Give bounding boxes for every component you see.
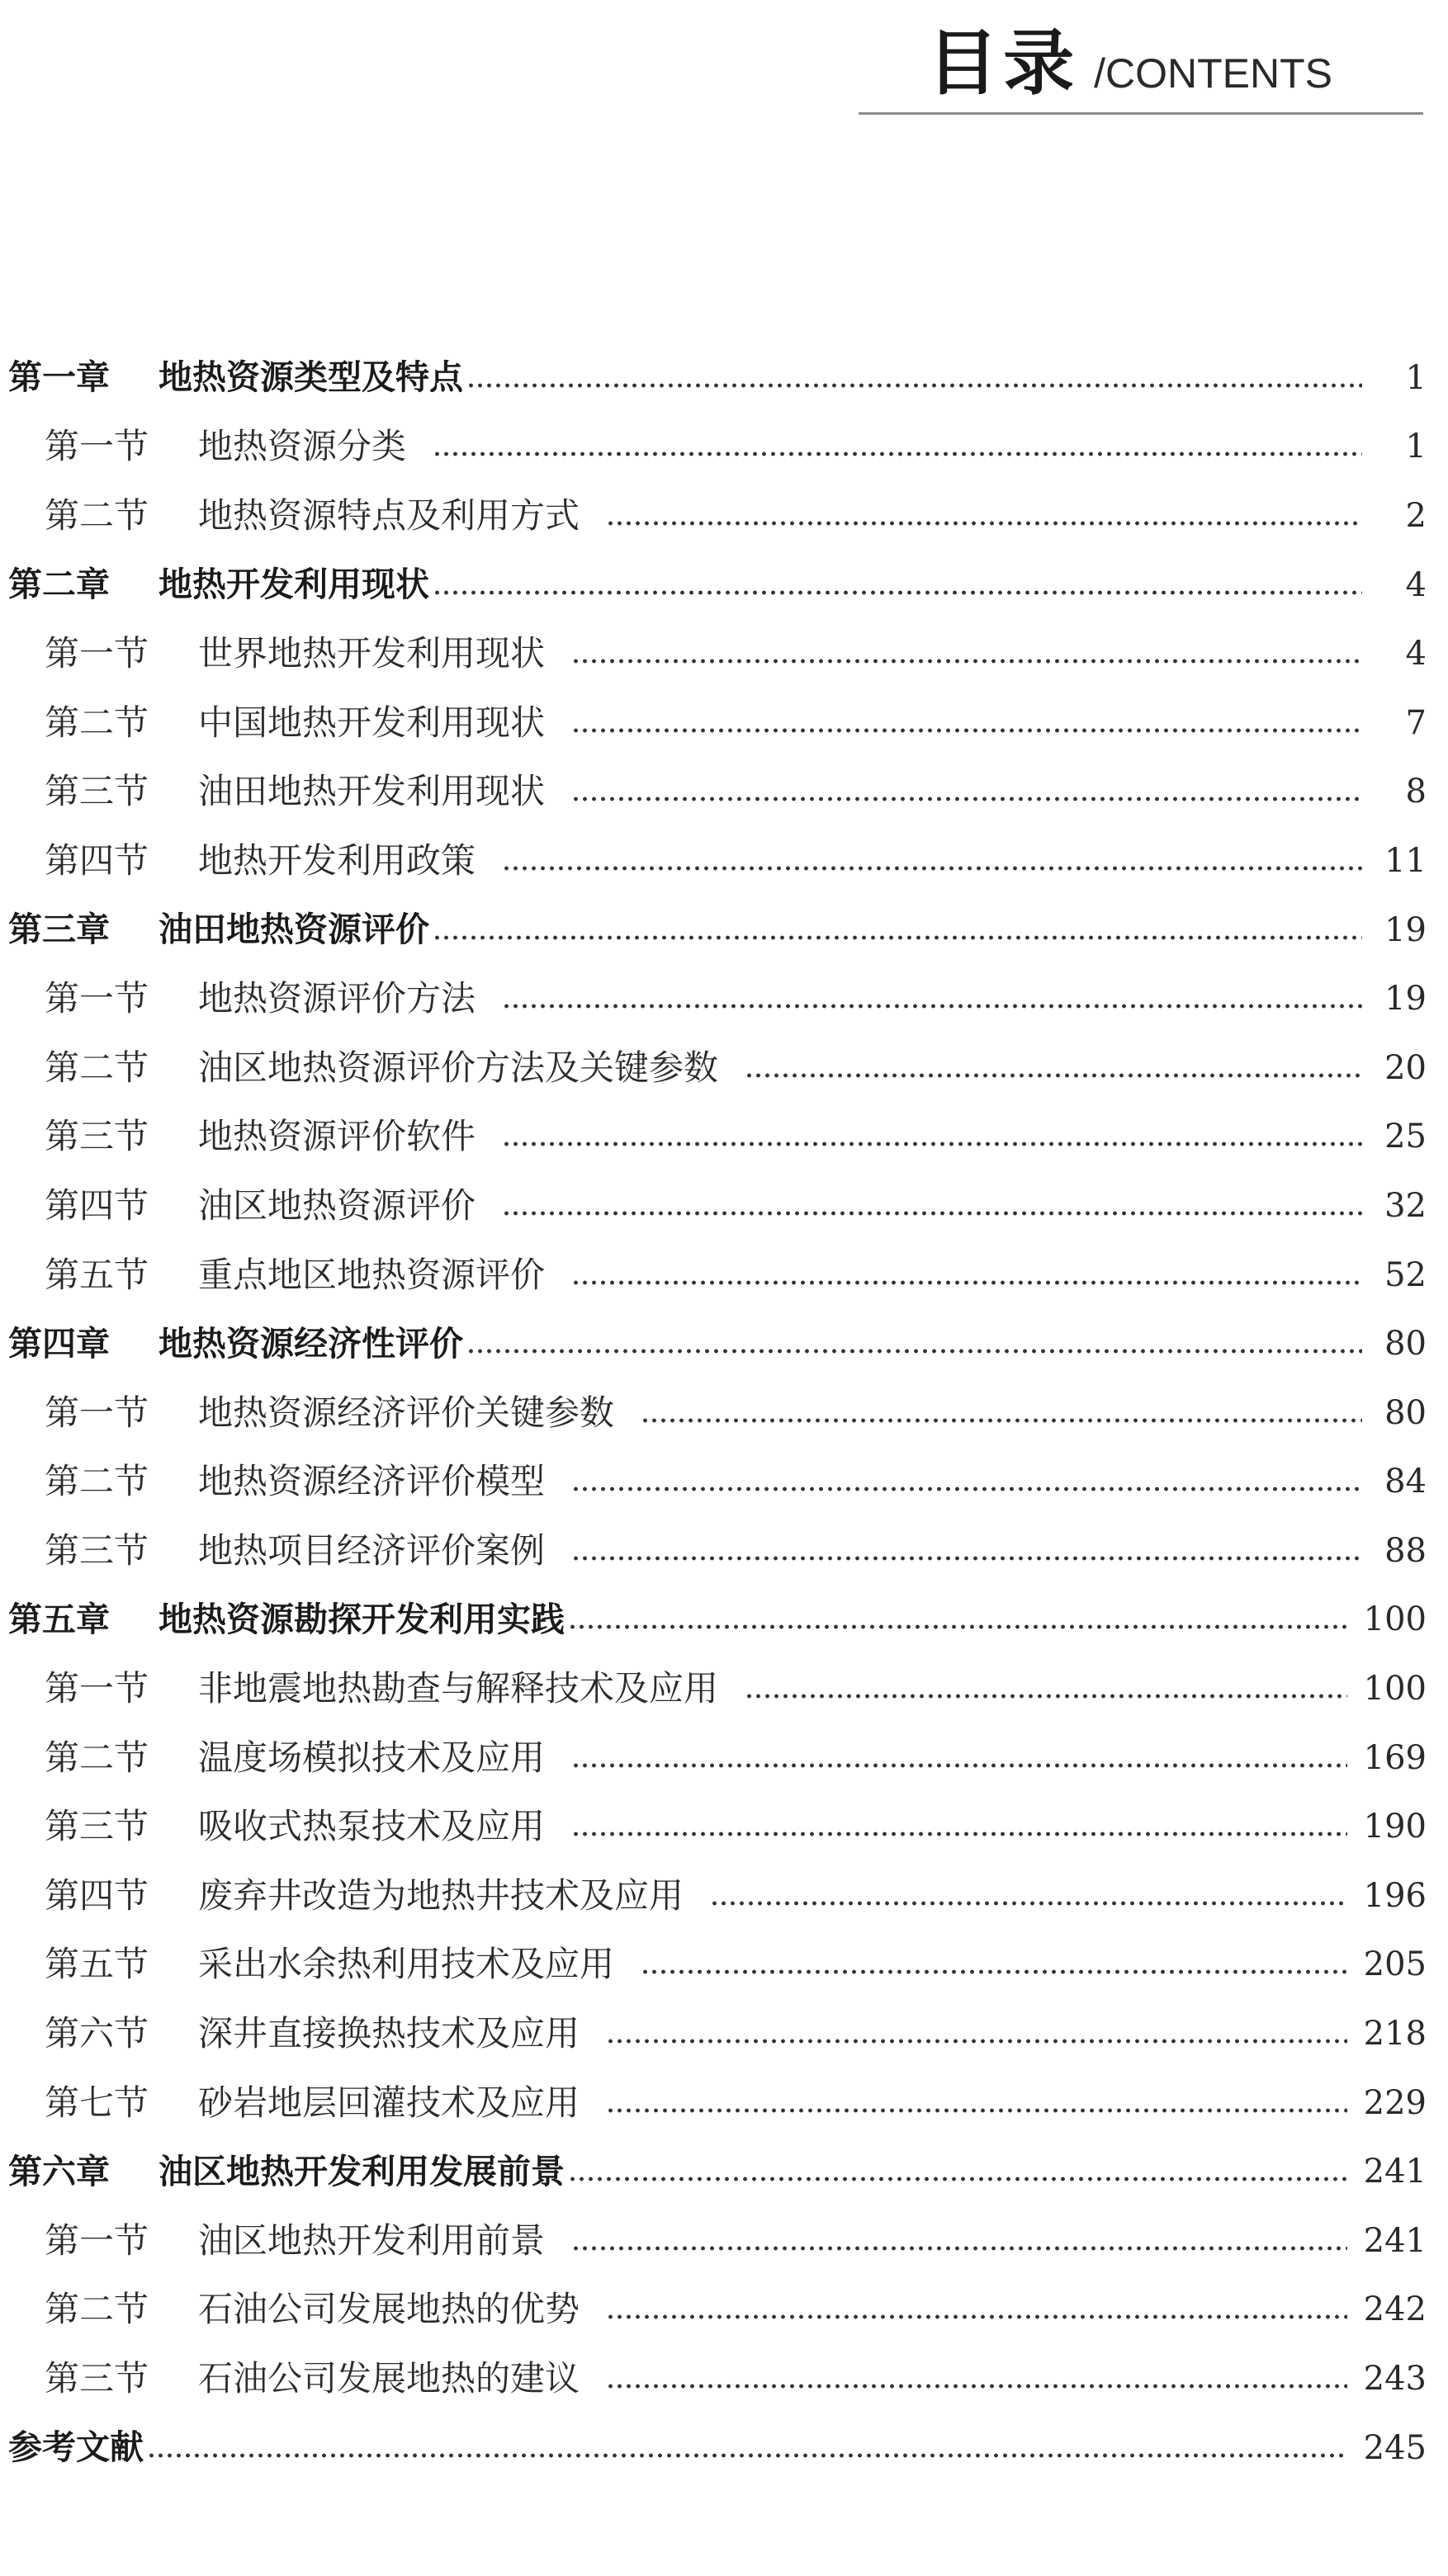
page-number: 218 [1363,2015,1427,2054]
page-number: 19 [1384,980,1427,1019]
section-number: 第一节 [45,978,149,1019]
chapter-number: 第六章 [8,2151,110,2191]
toc-section-row[interactable] [8,2276,1427,2345]
dot-leader [710,1879,1347,1913]
section-number: 第一节 [45,1668,149,1709]
section-number: 第三节 [45,2358,149,2399]
section-title: 油区地热开发利用前景 [198,2219,546,2261]
section-title: 地热项目经济评价案例 [198,1529,546,1571]
chapter-number: 第五章 [8,1599,110,1639]
page-number: 19 [1384,910,1427,949]
section-title: 地热开发利用政策 [198,839,476,881]
toc-section-row[interactable] [8,1516,1427,1586]
section-title: 地热资源评价方法 [198,978,476,1019]
contents-title-zh: 目录 [927,22,1080,105]
section-title: 油区地热资源评价方法及关键参数 [198,1047,719,1088]
dot-leader [568,2154,1347,2189]
section-title: 油区地热资源评价 [198,1184,476,1226]
dot-leader [571,1464,1362,1499]
section-number: 第二节 [45,702,149,743]
page-number: 7 [1405,703,1427,742]
toc-section-row[interactable] [8,1861,1427,1931]
section-title: 地热资源经济评价模型 [198,1461,546,1502]
dot-leader [571,706,1362,740]
toc-section-row[interactable] [8,758,1427,827]
section-number: 第二节 [45,2289,149,2330]
table-of-contents [8,343,1427,2482]
page-number: 4 [1405,635,1427,674]
dot-leader [571,774,1362,809]
section-number: 第三节 [45,1116,149,1157]
dot-leader [571,1258,1362,1293]
page-number: 100 [1363,1670,1427,1709]
page-number: 1 [1405,428,1427,466]
toc-chapter-row[interactable] [8,1309,1427,1378]
section-title: 温度场模拟技术及应用 [198,1737,546,1778]
contents-title-en: /CONTENTS [1094,50,1332,97]
section-title: 石油公司发展地热的建议 [198,2358,580,2399]
section-title: 中国地热开发利用现状 [198,702,546,743]
dot-leader [641,1396,1362,1430]
toc-section-row[interactable] [8,1931,1427,2000]
chapter-title: 油田地热资源评价 [159,910,429,950]
toc-section-row[interactable] [8,1999,1427,2068]
section-number: 第二节 [45,1047,149,1088]
section-title: 吸收式热泵技术及应用 [198,1806,546,1847]
toc-chapter-row[interactable] [8,2137,1427,2206]
dot-leader [502,1119,1362,1154]
section-title: 采出水余热利用技术及应用 [198,1944,615,1985]
dot-leader [502,981,1362,1016]
section-number: 第二节 [45,494,149,536]
toc-section-row[interactable] [8,964,1427,1033]
toc-section-row[interactable] [8,1033,1427,1103]
header-divider [859,112,1423,115]
dot-leader [568,1602,1347,1637]
dot-leader [606,2292,1347,2327]
chapter-title: 油区地热开发利用发展前景 [159,2151,565,2191]
dot-leader [641,1947,1347,1982]
section-title: 深井直接换热技术及应用 [198,2013,580,2054]
page-number: 229 [1363,2083,1427,2122]
dot-leader [502,1189,1362,1223]
toc-section-row[interactable] [8,1448,1427,1517]
section-number: 第七节 [45,2082,149,2123]
toc-section-row[interactable] [8,1103,1427,1172]
section-number: 第三节 [45,1529,149,1571]
toc-chapter-row[interactable] [8,896,1427,965]
section-title: 地热资源经济评价关键参数 [198,1392,615,1433]
page-header [0,0,1448,116]
contents-heading [927,0,1332,105]
chapter-title: 地热资源经济性评价 [159,1323,463,1364]
toc-section-row[interactable] [8,1378,1427,1448]
toc-section-row[interactable] [8,688,1427,758]
page-number: 190 [1363,1808,1427,1846]
toc-chapter-row[interactable] [8,2413,1427,2483]
toc-section-row[interactable] [8,481,1427,551]
section-title: 地热资源特点及利用方式 [198,494,580,536]
page-number: 243 [1363,2360,1427,2399]
toc-section-row[interactable] [8,413,1427,482]
page-number: 242 [1363,2290,1427,2329]
section-number: 第一节 [45,426,149,467]
dot-leader [606,2361,1347,2396]
section-title: 非地震地热勘查与解释技术及应用 [198,1668,719,1709]
dot-leader [571,1741,1347,1775]
page-number: 11 [1384,841,1427,880]
section-title: 砂岩地层回灌技术及应用 [198,2082,580,2123]
dot-leader [433,913,1362,948]
toc-section-row[interactable] [8,1171,1427,1241]
page-number: 80 [1384,1325,1427,1364]
chapter-number: 第四章 [8,1323,110,1364]
toc-section-row[interactable] [8,619,1427,688]
dot-leader [147,2431,1347,2465]
page-number: 241 [1363,2221,1427,2260]
dot-leader [571,2224,1347,2258]
dot-leader [466,1326,1362,1361]
chapter-number: 第二章 [8,565,110,605]
section-title: 石油公司发展地热的优势 [198,2289,580,2330]
toc-chapter-row[interactable] [8,343,1427,413]
section-number: 第一节 [45,633,149,674]
dot-leader [745,1051,1362,1085]
page-number: 245 [1363,2428,1427,2467]
chapter-title: 地热资源勘探开发利用实践 [159,1599,565,1639]
toc-section-row[interactable] [8,1654,1427,1723]
section-number: 第五节 [45,1944,149,1985]
section-number: 第四节 [45,839,149,881]
dot-leader [571,1809,1347,1844]
page-number: 4 [1405,565,1427,604]
toc-section-row[interactable] [8,1241,1427,1310]
page-number: 88 [1384,1531,1427,1570]
page-number: 25 [1384,1118,1427,1156]
chapter-title: 地热资源类型及特点 [159,357,463,398]
dot-leader [433,568,1362,603]
dot-leader [571,636,1362,671]
section-number: 第三节 [45,1806,149,1847]
section-number: 第四节 [45,1184,149,1226]
section-title: 世界地热开发利用现状 [198,633,546,674]
chapter-number: 第一章 [8,357,110,398]
toc-section-row[interactable] [8,826,1427,896]
toc-section-row[interactable] [8,1723,1427,1793]
section-number: 第五节 [45,1254,149,1295]
page-number: 241 [1363,2153,1427,2191]
dot-leader [745,1671,1347,1706]
page-number: 2 [1405,496,1427,535]
dot-leader [466,361,1362,395]
chapter-title: 参考文献 [8,2427,144,2468]
section-number: 第二节 [45,1461,149,1502]
dot-leader [433,429,1362,464]
section-number: 第二节 [45,1737,149,1778]
dot-leader [502,844,1362,878]
toc-chapter-row[interactable] [8,551,1427,620]
page-number: 52 [1384,1255,1427,1294]
section-number: 第一节 [45,2219,149,2261]
dot-leader [606,2086,1347,2120]
dot-leader [571,1534,1362,1568]
section-title: 油田地热开发利用现状 [198,771,546,812]
page-number: 20 [1384,1048,1427,1087]
section-title: 地热资源分类 [198,426,407,467]
section-number: 第六节 [45,2013,149,2054]
page-number: 169 [1363,1738,1427,1777]
toc-section-row[interactable] [8,1792,1427,1861]
toc-chapter-row[interactable] [8,1586,1427,1655]
section-title: 地热资源评价软件 [198,1116,476,1157]
toc-section-row[interactable] [8,2344,1427,2413]
section-number: 第一节 [45,1392,149,1433]
section-title: 重点地区地热资源评价 [198,1254,546,1295]
toc-section-row[interactable] [8,2068,1427,2138]
page-number: 205 [1363,1945,1427,1984]
page-number: 1 [1405,358,1427,397]
page-number: 100 [1363,1600,1427,1639]
section-number: 第三节 [45,771,149,812]
dot-leader [606,2016,1347,2051]
page-number: 32 [1384,1186,1427,1225]
section-number: 第四节 [45,1874,149,1916]
dot-leader [606,499,1362,533]
chapter-title: 地热开发利用现状 [159,565,429,605]
section-title: 废弃井改造为地热井技术及应用 [198,1874,684,1916]
toc-section-row[interactable] [8,2206,1427,2276]
page-number: 196 [1363,1876,1427,1915]
page-number: 80 [1384,1393,1427,1432]
chapter-number: 第三章 [8,910,110,950]
page-number: 84 [1384,1463,1427,1501]
page-number: 8 [1405,773,1427,811]
